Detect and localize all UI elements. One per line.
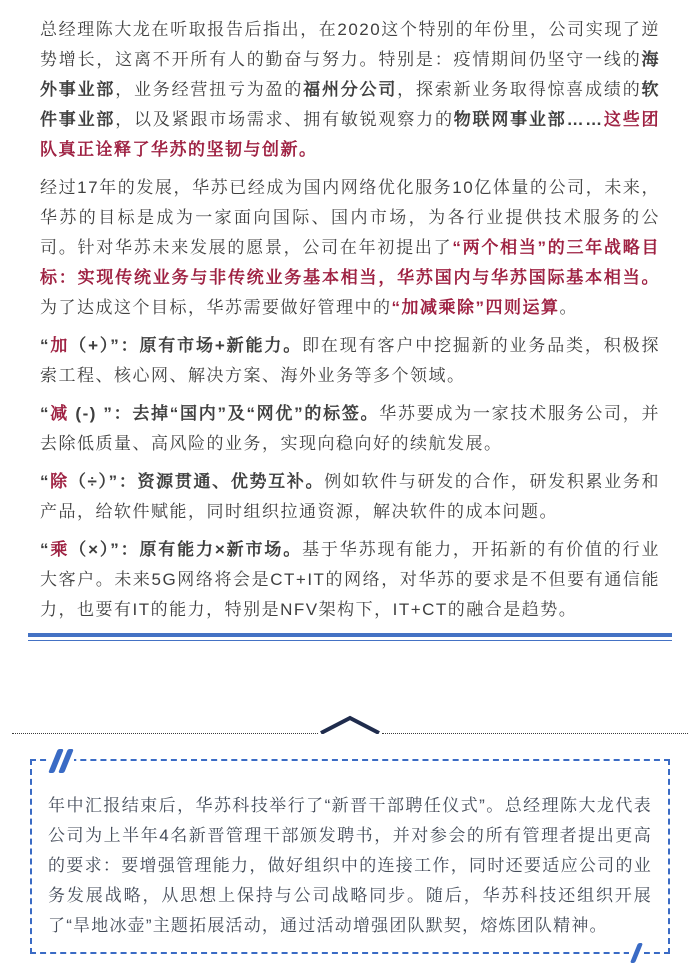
text-segment: ，以及紧跟市场需求、拥有敏锐观察力的 [115,110,454,129]
text-segment: 这些团队真正诠释了华苏的坚韧与创新。 [40,110,661,159]
text-segment: “两个相当”的三年战略目标：实现传统业务与非传统业务基本相当，华苏国内与华苏国际基本相当。 [40,238,661,287]
quote-slashes-open-icon [48,749,74,773]
dotted-line-right [382,733,688,734]
slash-glyph [630,943,643,963]
text-segment: 加 [50,336,70,355]
text-segment: “ [40,336,50,355]
chevron-up-icon [320,715,380,734]
paragraph [40,173,660,323]
text-segment: 即在现有客户中挖掘新的业务品类，积极探索工程、核心网、解决方案、海外业务等多个领域。 [40,336,660,385]
text-segment: ，探索新业务取得惊喜成绩的 [397,80,642,99]
text-segment: 乘 [50,540,70,559]
quote-box [30,759,670,954]
text-segment: （+）”： [69,336,140,355]
text-segment: 原有市场+新能力。 [139,336,303,355]
paragraph [40,331,660,391]
text-segment: 总经理陈大龙在听取报告后指出，在2020这个特别的年份里，公司实现了逆势增长，这离不开所有人的勤奋与努力。特别是：疫情期间仍坚守一线的 [40,20,660,69]
text-segment: （×）”： [69,540,140,559]
text-segment: （÷）”： [68,472,138,491]
text-segment: 减 [50,404,69,423]
text-segment: 例如软件与研发的合作，研发积累业务和产品，给软件赋能，同时组织拉通资源，解决软件的成本问题。 [40,472,661,521]
text-segment: 。 [559,298,578,317]
text-segment: 华苏要成为一家技术服务公司，并去除低质量、高风险的业务，实现向稳向好的续航发展。 [40,404,661,453]
text-segment: 物联网事业部…… [453,110,604,129]
text-segment: 福州分公司 [303,80,398,99]
text-segment: 为了达成这个目标，华苏需要做好管理中的 [40,298,392,317]
text-segment: 除 [50,472,69,491]
paragraph [40,399,660,459]
text-segment: 原有能力×新市场。 [139,540,303,559]
text-segment: ，业务经营扭亏为盈的 [115,80,304,99]
text-segment: 资源贯通、优势互补。 [137,472,325,491]
text-segment: 经过17年的发展，华苏已经成为国内网络优化服务10亿体量的公司，未来，华苏的目标是成为一家面向国际、国内市场，为各行业提供技术服务的公司。针对华苏未来发展的愿景，公司在年初提出了 [40,178,660,257]
text-segment: “ [40,540,50,559]
quote-text: 年中汇报结束后，华苏科技举行了“新晋干部聘任仪式”。总经理陈大龙代表公司为上半年4名新晋管理干部颁发聘书，并对参会的所有管理者提出更高的要求：要增强管理能力，做好组织中的连接工作，同时还要适应公司的业务发展战略，从思想上保持与公司战略同步。随后，华苏科技还组织开展了“旱地冰壶”主题拓展活动，通过活动增强团队默契，熔炼团队精神。 [48,796,652,935]
dotted-line-left [12,733,318,734]
paragraph [40,467,660,527]
text-segment: 去掉“国内”及“网优”的标签。 [132,404,380,423]
text-segment: 海外事业部 [40,50,660,99]
text-segment: “ [40,404,50,423]
text-segment: “ [40,472,50,491]
paragraph [40,535,660,625]
text-segment: 软件事业部 [40,80,660,129]
paragraph [40,15,660,165]
quote-slash-close-icon [629,943,644,963]
text-segment: 基于华苏现有能力，开拓新的有价值的行业大客户。未来5G网络将会是CT+IT的网络，对华苏的要求是不但要有通信能力，也要有IT的能力，特别是NFV架构下，IT+CT的融合是趋势。 [40,540,660,619]
section-divider-rule [28,633,672,641]
text-segment: “加减乘除”四则运算 [391,298,560,317]
text-segment: (-) ”： [68,404,133,423]
fold-divider [12,715,688,734]
